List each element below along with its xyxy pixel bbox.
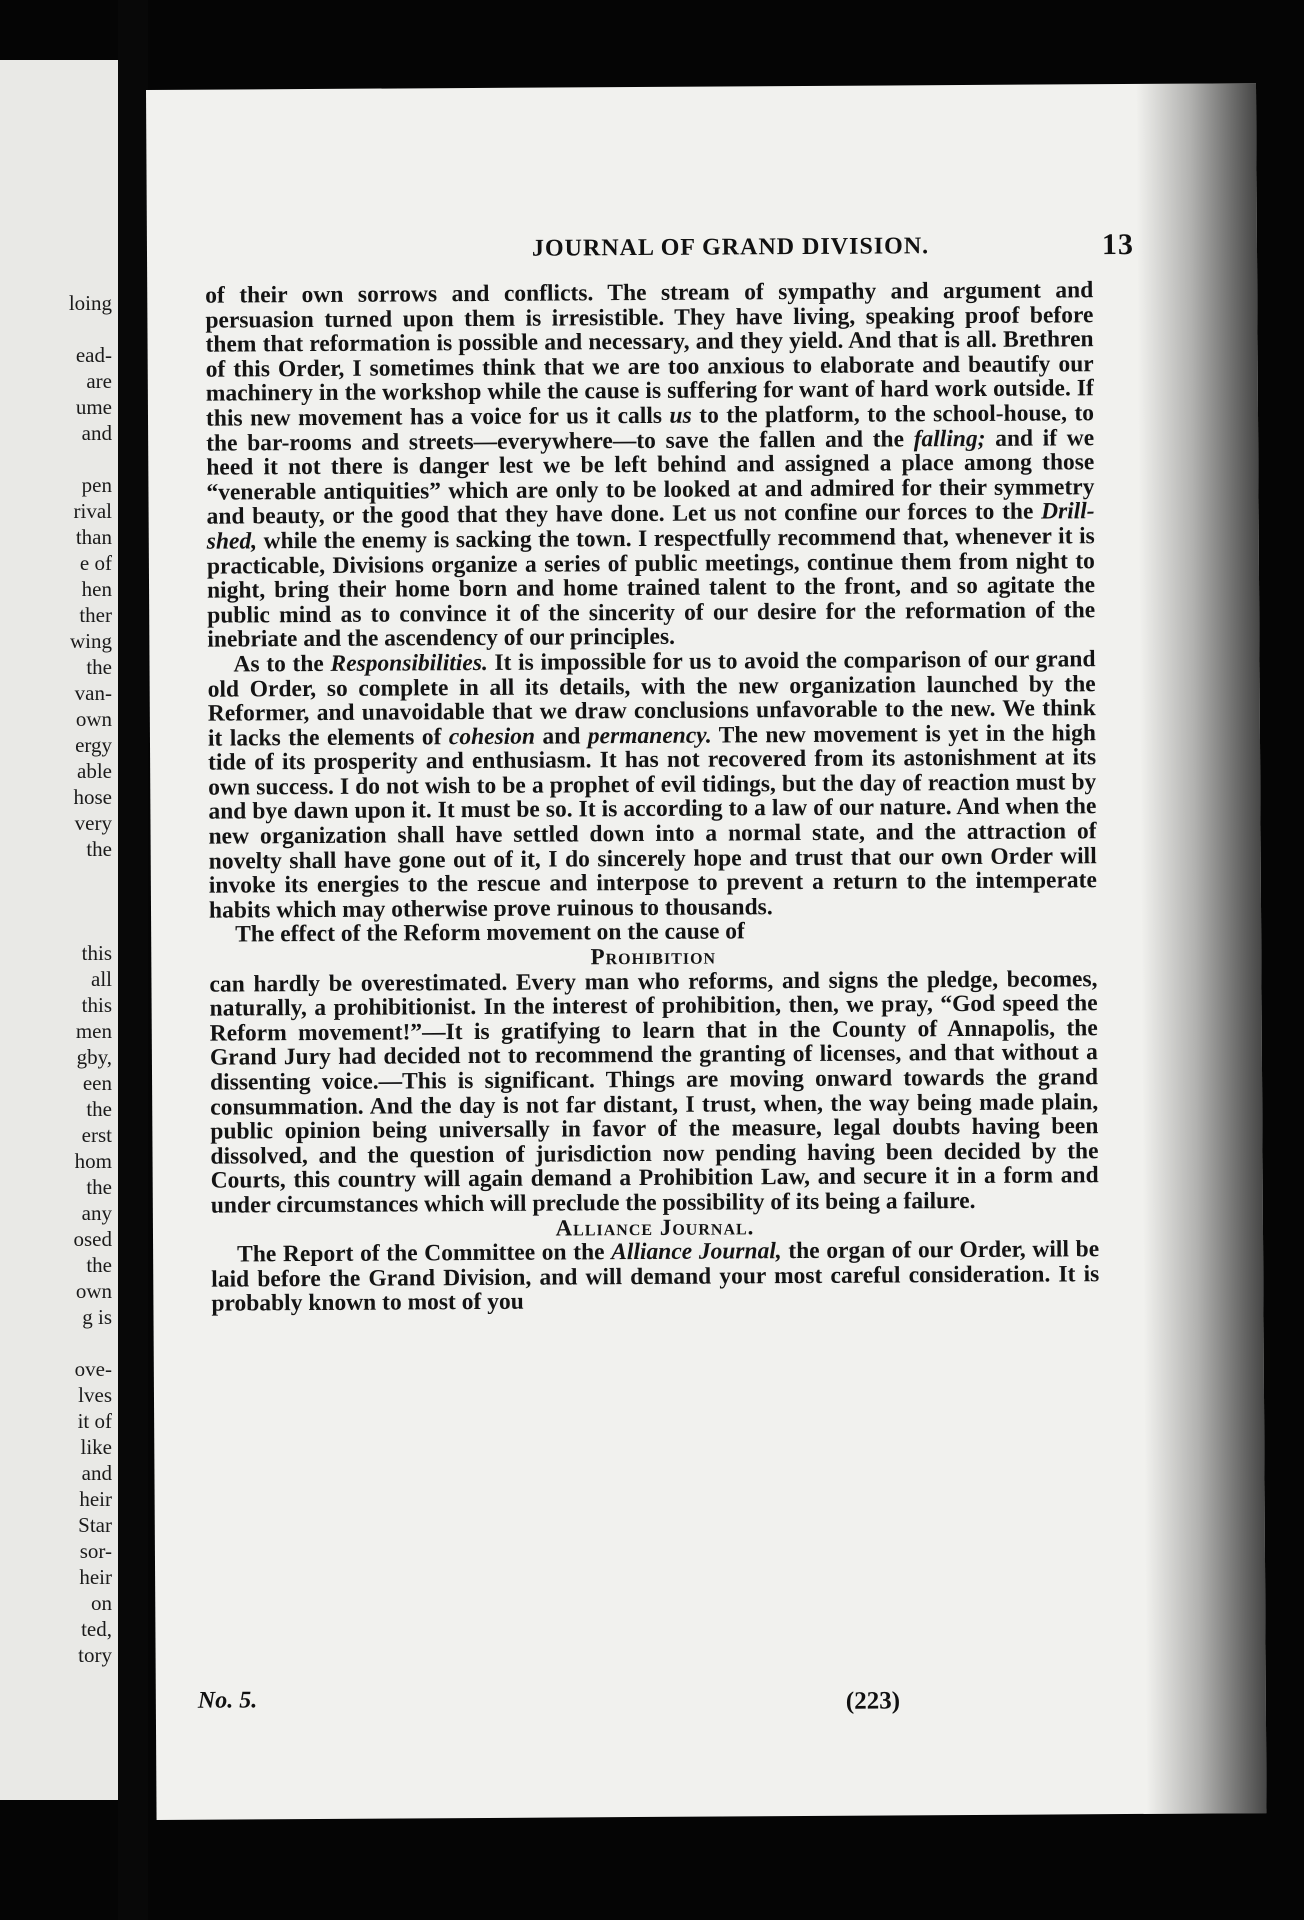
running-title: JOURNAL OF GRAND DIVISION. <box>531 233 930 262</box>
paragraph-4: can hardly be overestimated. Every man who reforms, and signs the pledge, becomes, naturally, a prohibitionist. In the interest of prohibition, then, we pray, “God speed the Reform movement!”—It is gratifying to learn that in the County of Annapolis, the Grand Jury had decided not to recommend the granting of licenses, and that without a dissenting voice.—This is significant. Things are moving onward towards the grand consummation. And the day is not far distant, I trust, when, the way being made plain, public opinion being universally in favor of the measure, legal doubts having been dissolved, and the question of jurisdiction now pending having been decided by the Courts, this country will again demand a Prohibition Law, and secure it in a form and under circumstances which will preclude the possibility of its being a failure. <box>209 965 1099 1219</box>
section-heading-prohibition: Prohibition <box>590 943 717 970</box>
left-page <box>0 60 118 1800</box>
book-binding <box>118 0 148 1920</box>
page-footer <box>197 1682 1098 1715</box>
paragraph-5: The Report of the Committee on the Alliance Journal, the organ of our Order, will be laid before the Grand Division, and will demand your most careful consideration. It is probably known to most of you <box>211 1236 1100 1317</box>
paragraph-1: of their own sorrows and conflicts. The stream of sympathy and argument and persuasion turned upon them is irresistible. They have living, speaking proof before them that reformation is possible and necessary, and they yield. And that is all. Brethren of this Order, I sometimes think that we are too anxious to elaborate and beautify our machinery in the workshop while the cause is suffering for want of hard work outside. If this new movement has a voice for us it calls us to the platform, to the school-house, to the bar-rooms and streets—everywhere—to save the fallen and the falling; and if we heed it not there is danger lest we be left behind and assigned a place among those “venerable antiquities” which are only to be looked at and admired for their symmetry and beauty, or the good that they have done. Let us not confine our forces to the Drill-shed, while the enemy is sacking the town. I respectfully recommend that, whenever it is practicable, Divisions organize a series of public meetings, continue them from night to night, bring their home born and home trained talent to the front, and so agitate the public mind as to convince it of the sincerity of our desire for the reformation of the inebriate and the ascendency of our principles. <box>205 277 1096 653</box>
section-heading-alliance-journal: Alliance Journal. <box>555 1213 755 1241</box>
bracketed-page-number: (223) <box>845 1687 901 1715</box>
page-edge-shadow <box>1136 83 1267 1814</box>
right-page <box>146 83 1267 1820</box>
paragraph-2: As to the Responsibilities. It is impossible for us to avoid the comparison of our grand old Order, so complete in all its details, with the new organization launched by the Reformer, and unavoidable that we draw conclusions unfavorable to the new. We think it lacks the elements of cohesion and permanency. The new movement is yet in the high tide of its prosperity and enthusiasm. It has not recovered from its astonishment at its own success. I do not wish to be a prophet of evil tidings, but the day of reaction must by and bye dawn upon it. It must be so. It is according to a law of our nature. And when the new organization shall have settled down into a normal state, and the attraction of novelty shall have gone out of it, I do sincerely hope and trust that our own Order will invoke its energies to the rescue and interpose to prevent a return to the intemperate habits which may otherwise prove ruinous to thousands. <box>207 646 1097 924</box>
page-body <box>205 278 1099 1316</box>
paragraph-3: The effect of the Reform movement on the cause of <box>235 918 745 948</box>
left-page-margin-text: loing ead- are ume and pen rival than e of hen ther wing the van- own ergy able hose very the this all this men gby, een the erst hom the any osed the own g is ove- lves it of like and heir Star sor- heir on ted, tory <box>68 291 112 1667</box>
page-header <box>382 227 1162 262</box>
signature-mark: No. 5. <box>197 1687 258 1714</box>
page-number: 13 <box>1101 227 1135 262</box>
